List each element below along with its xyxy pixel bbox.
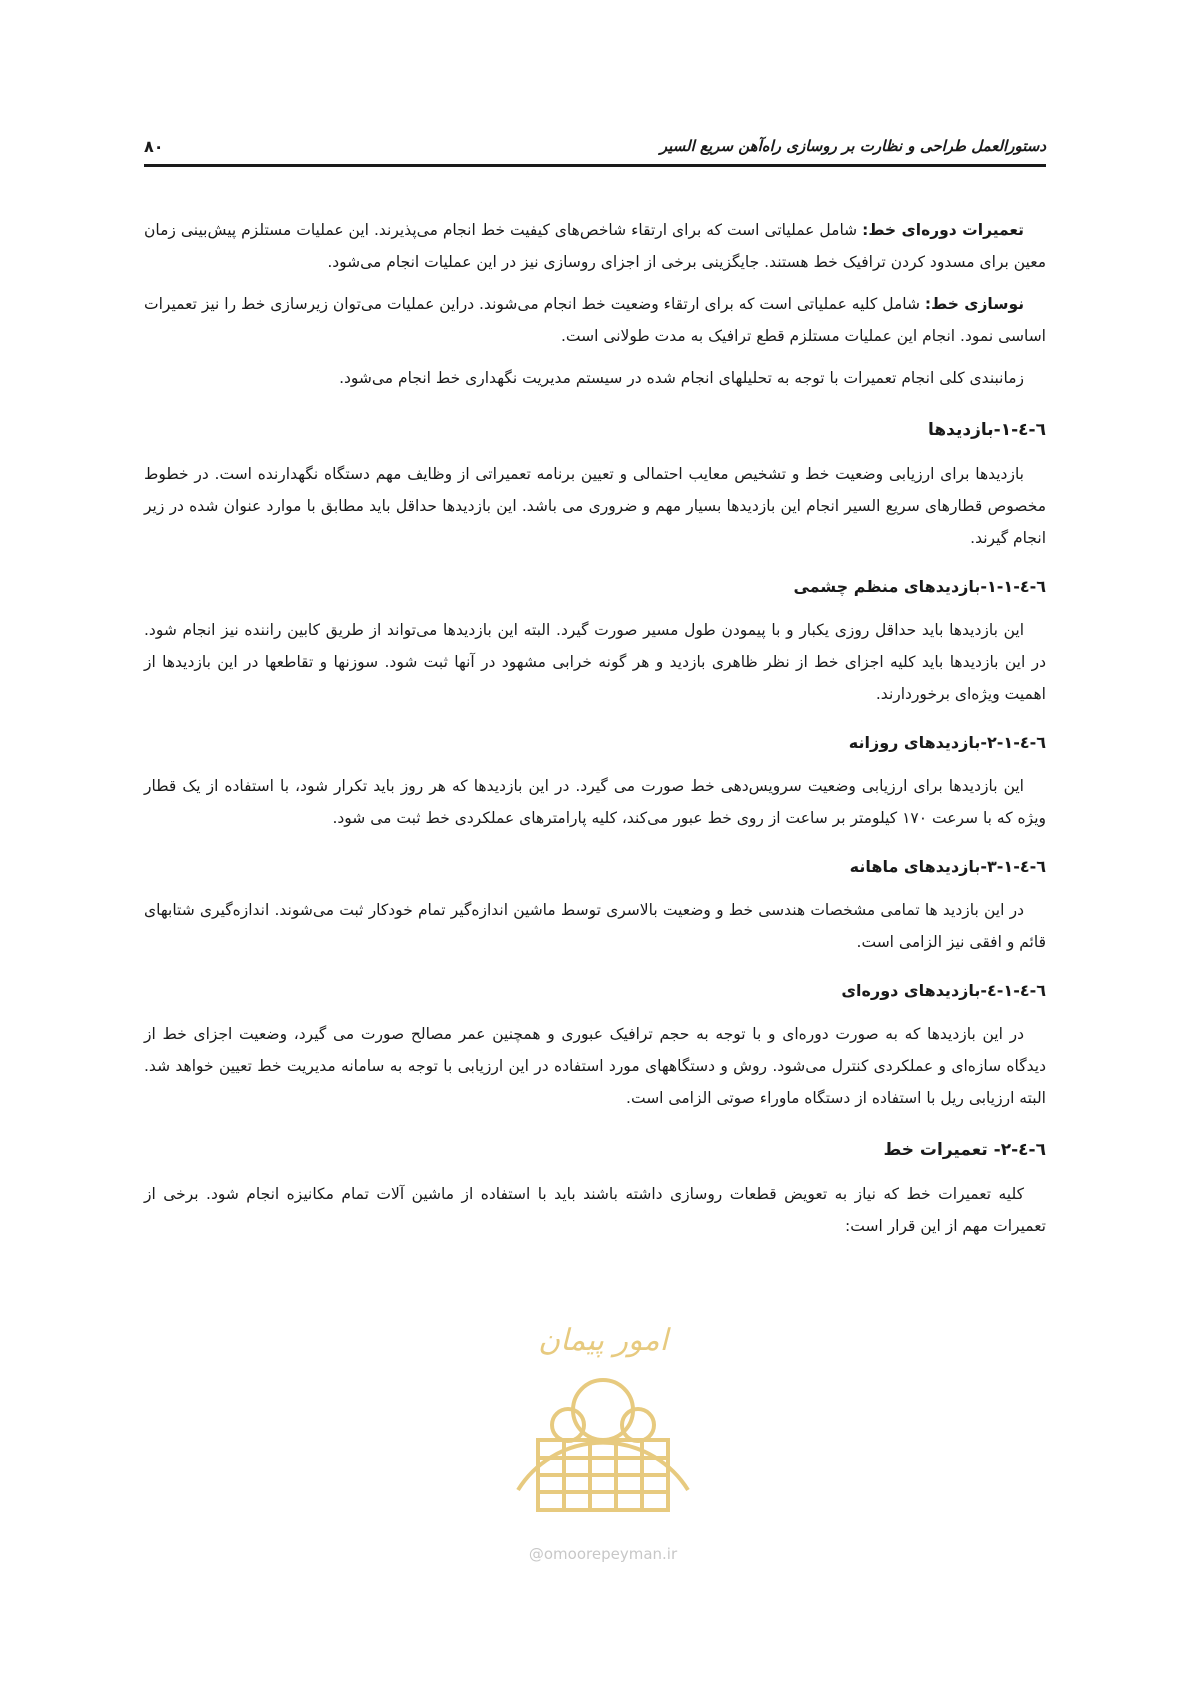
running-title: دستورالعمل طراحی و نظارت بر روسازی راه‌آهن سریع السیر	[659, 137, 1046, 155]
paragraph-track-repairs: کلیه تعمیرات خط که نیاز به تعویض قطعات روسازی داشته باشند باید با استفاده از ماشین آلات تمام مکانیزه انجام شود. برخی از تعمیرات مهم از این قرار است:	[144, 1185, 1046, 1235]
watermark-site: @omoorepeyman.ir	[528, 1545, 678, 1563]
section-heading-inspections: ٦-٤-١-بازدیدها	[927, 420, 1046, 440]
page-header	[144, 128, 1046, 167]
gear-logo-icon	[478, 1290, 728, 1540]
paragraph-visual: این بازدیدها باید حداقل روزی یکبار و با پیمودن طول مسیر صورت گیرد. البته این بازدیدها می‌تواند از طریق کابین راننده نیز انجام شود. در این بازدیدها باید کلیه اجزای خط از نظر ظاهری بازدید و هر گونه خرابی مشهود در آنها ثبت شود. سوزنها و تقاطعها در این بازدیدها از اهمیت ویژه‌ای برخوردارند.	[144, 621, 1046, 703]
section-heading-track-repairs: ٦-٤-٢- تعمیرات خط	[883, 1140, 1046, 1160]
logo-text: امور پیمان	[538, 1323, 668, 1358]
watermark-logo	[478, 1290, 728, 1590]
page-body	[144, 214, 1046, 1252]
paragraph-text: شامل عملیاتی است که برای ارتقاء شاخص‌های کیفیت خط انجام می‌پذیرند. این عملیات مستلزم پیش‌بینی زمان معین برای مسدود کردن ترافیک خط هستند. جایگزینی برخی از اجزای روسازی نیز در این عملیات انجام می‌شود.	[144, 221, 1046, 271]
subsection-heading-visual: ٦-٤-١-١-بازدیدهای منظم چشمی	[793, 577, 1046, 596]
paragraph-text: شامل کلیه عملیاتی است که برای ارتقاء وضعیت خط انجام می‌شوند. دراین عملیات می‌توان زیرسازی خط را نیز تعمیرات اساسی نمود. انجام این عملیات مستلزم قطع ترافیک به مدت طولانی است.	[144, 295, 1046, 345]
paragraph-periodic-repairs	[144, 214, 1046, 278]
paragraph-daily: این بازدیدها برای ارزیابی وضعیت سرویس‌دهی خط صورت می گیرد. در این بازدیدها که هر روز باید تکرار شود، با استفاده از یک قطار ویژه که با سرعت ۱۷۰ کیلومتر بر ساعت از روی خط عبور می‌کند، کلیه پارامترهای عملکردی خط ثبت می شود.	[144, 777, 1046, 827]
page-number: ۸۰	[144, 136, 164, 156]
paragraph-periodic: در این بازدیدها که به صورت دوره‌ای و با توجه به حجم ترافیک عبوری و همچنین عمر مصالح صورت می گیرد، وضعیت اجزای خط از دیدگاه سازه‌ای و عملکردی کنترل می‌شود. روش و دستگاههای مورد استفاده در این ارزیابی با توجه به سامانه مدیریت خط تعیین خواهد شد. البته ارزیابی ریل با استفاده از دستگاه ماوراء صوتی الزامی است.	[144, 1025, 1046, 1107]
paragraph-inspections: بازدیدها برای ارزیابی وضعیت خط و تشخیص معایب احتمالی و تعیین برنامه تعمیراتی از وظایف مهم دستگاه نگهدارنده است. در خطوط مخصوص قطارهای سریع السیر انجام این بازدیدها بسیار مهم و ضروری می باشد. این بازدیدها حداقل باید مطابق با موارد عنوان شده در زیر انجام گیرند.	[144, 465, 1046, 547]
subsection-heading-periodic: ٦-٤-١-٤-بازدیدهای دوره‌ای	[841, 981, 1046, 1000]
paragraph-renewal	[144, 288, 1046, 352]
subsection-heading-daily: ٦-٤-١-٢-بازدیدهای روزانه	[848, 733, 1046, 752]
term-renewal: نوسازی خط:	[924, 295, 1025, 313]
paragraph-monthly: در این بازدید ها تمامی مشخصات هندسی خط و وضعیت بالاسری توسط ماشین اندازه‌گیر تمام خودکار ثبت می‌شوند. اندازه‌گیری شتابهای قائم و افقی نیز الزامی است.	[144, 901, 1046, 951]
paragraph-scheduling: زمانبندی کلی انجام تعمیرات با توجه به تحلیلهای انجام شده در سیستم مدیریت نگهداری خط انجام می‌شود.	[339, 369, 1024, 387]
term-periodic-repairs: تعمیرات دوره‌ای خط:	[862, 221, 1024, 239]
subsection-heading-monthly: ٦-٤-١-٣-بازدیدهای ماهانه	[849, 857, 1046, 876]
